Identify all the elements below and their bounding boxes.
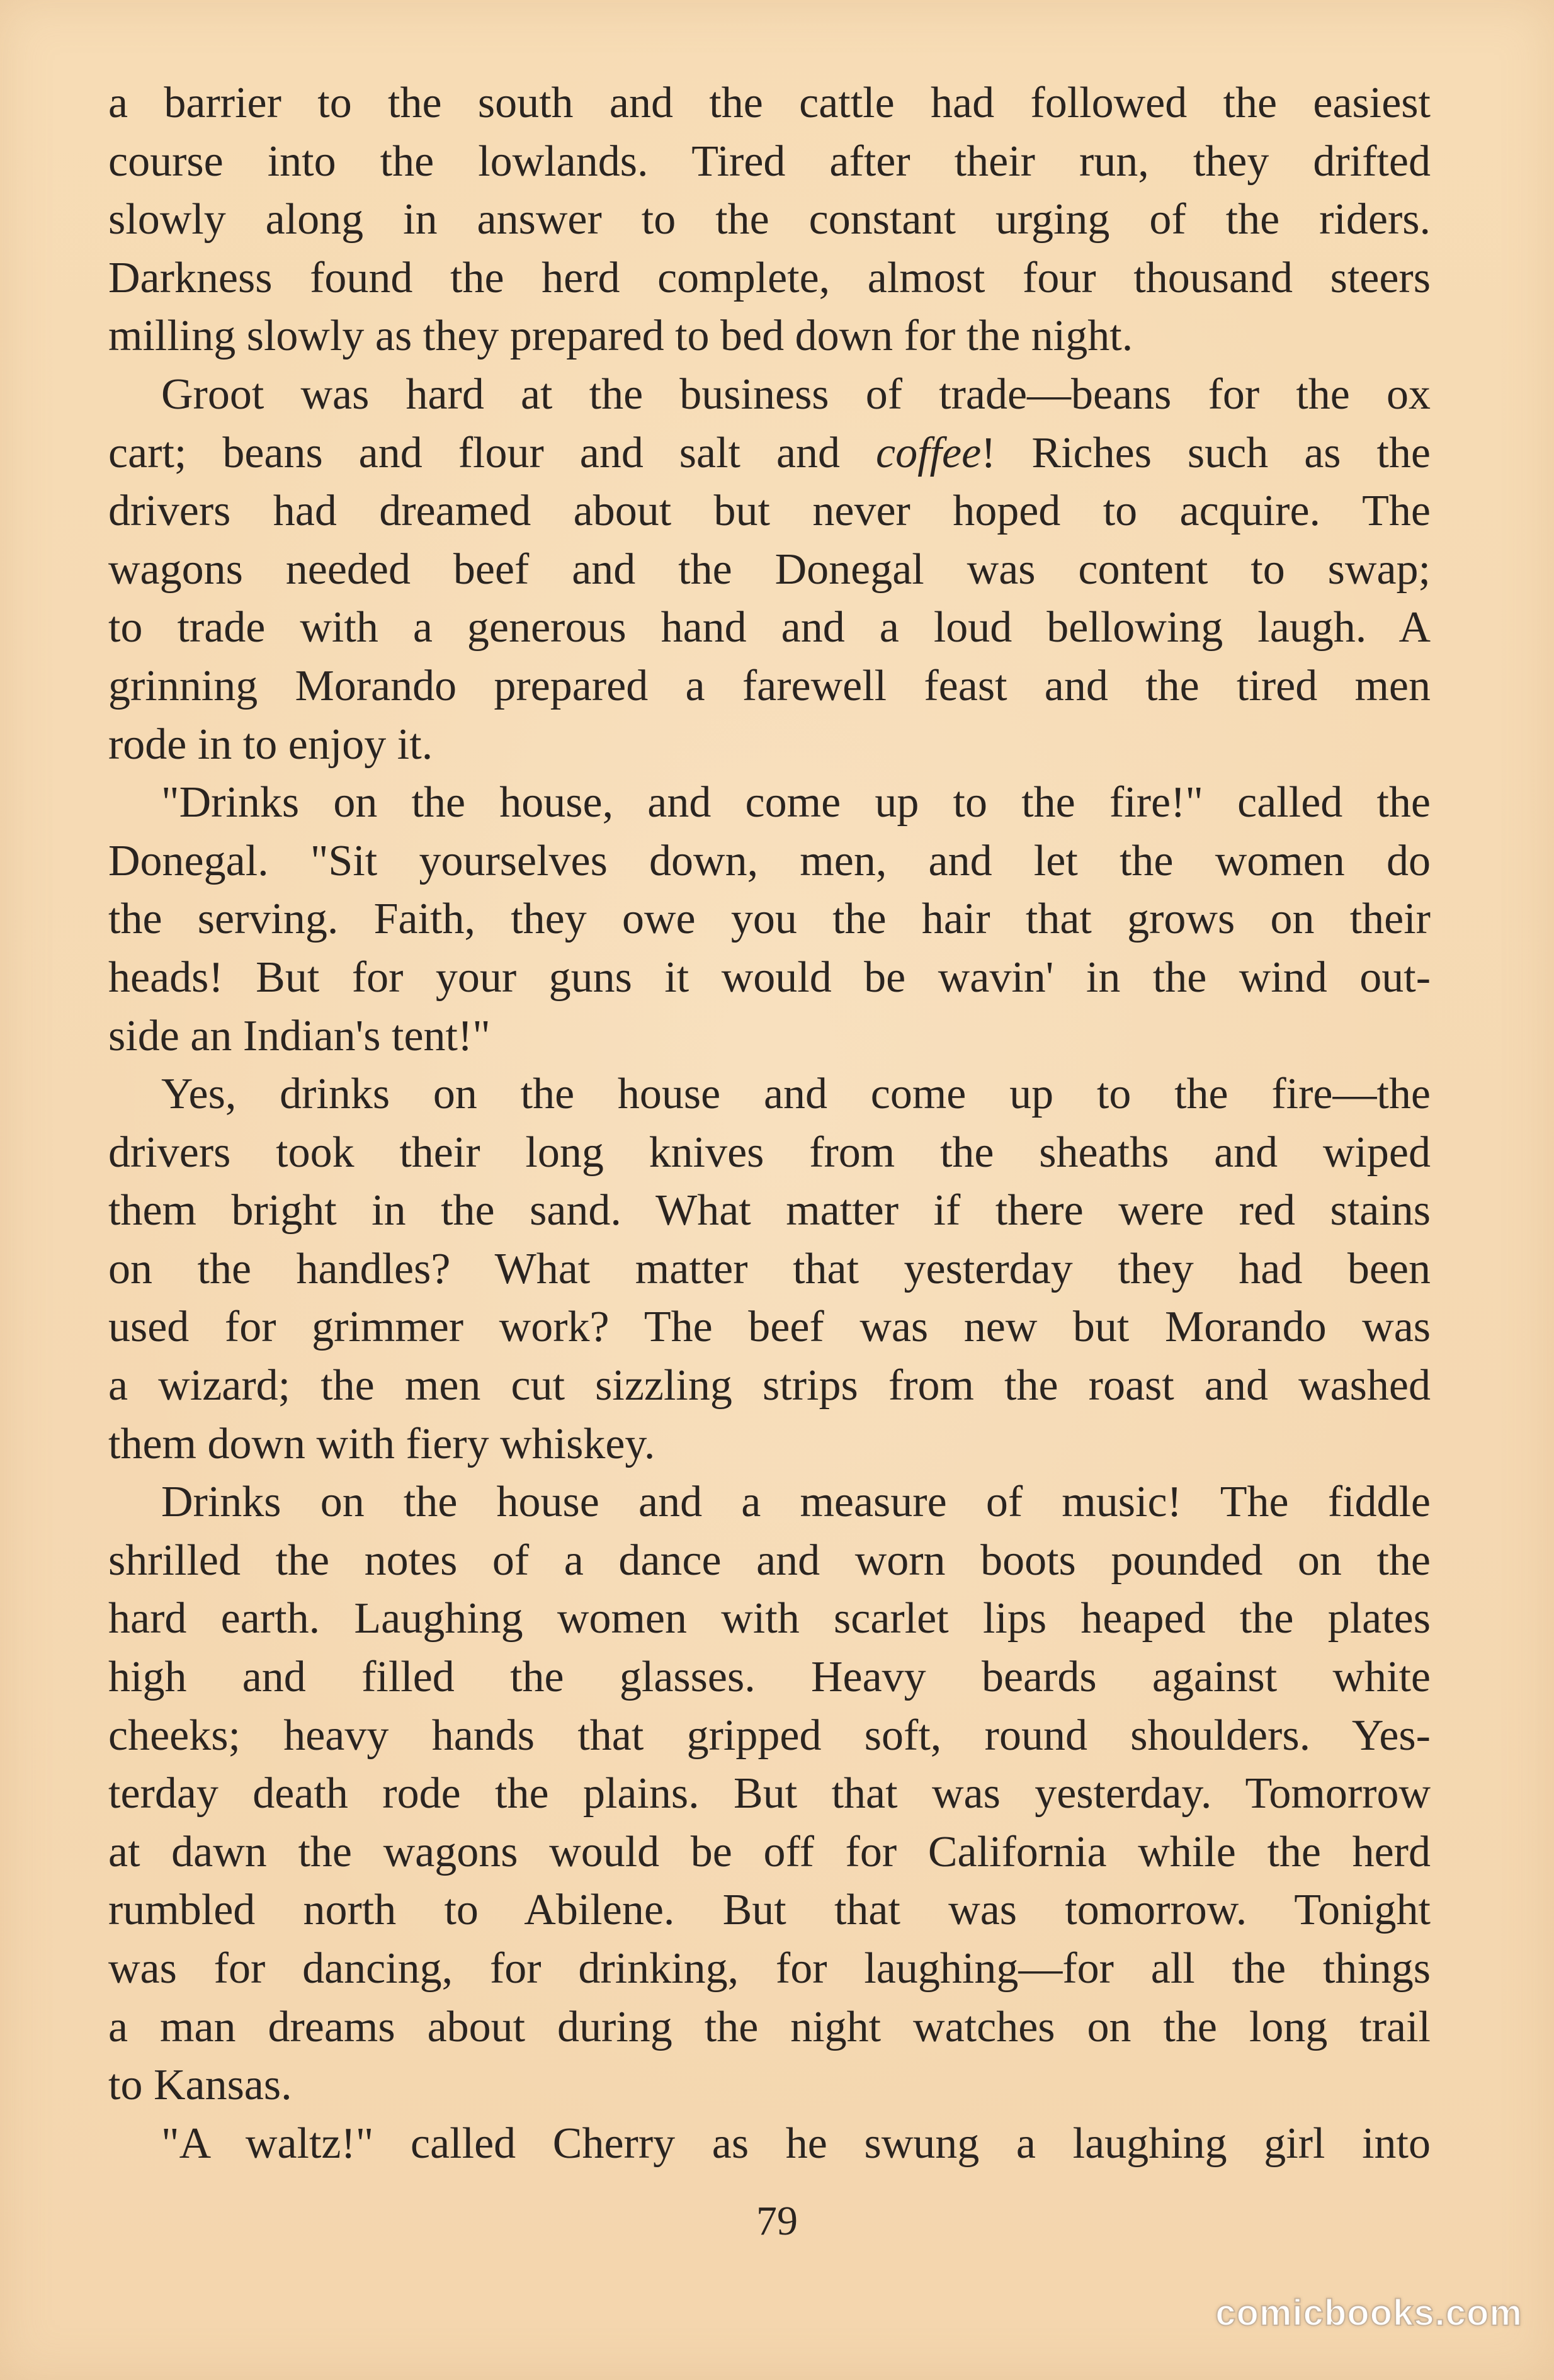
text-line: milling slowly as they prepared to bed down for the night. <box>108 312 1133 361</box>
text-line: wagons needed beef and the Donegal was content to swap; <box>108 545 1431 594</box>
text-line: "Drinks on the house, and come up to the fire!" called the <box>161 778 1431 827</box>
text-line: drivers took their long knives from the sheaths and wiped <box>108 1128 1431 1177</box>
text-line: grinning Morando prepared a farewell feast and the tired men <box>108 661 1431 710</box>
page-number: 79 <box>756 2198 798 2244</box>
text-line: them bright in the sand. What matter if there were red stains <box>108 1186 1431 1235</box>
italic-word: coffee <box>876 428 982 477</box>
text-line: rode in to enjoy it. <box>108 720 433 769</box>
text-line: at dawn the wagons would be off for California while the herd <box>108 1827 1431 1876</box>
text-line: Donegal. "Sit yourselves down, men, and let the women do <box>108 836 1431 885</box>
text-line: a wizard; the men cut sizzling strips from the roast and washed <box>108 1361 1431 1410</box>
text-line: a man dreams about during the night watches on the long trail <box>108 2002 1431 2051</box>
text-line: "A waltz!" called Cherry as he swung a laughing girl into <box>161 2119 1431 2168</box>
watermark-logo: comicbooks.com <box>1215 2292 1523 2333</box>
text-line: to Kansas. <box>108 2061 292 2110</box>
text-line: the serving. Faith, they owe you the hair that grows on their <box>108 895 1431 944</box>
text-line: Drinks on the house and a measure of music! The fiddle <box>161 1478 1431 1527</box>
text-line: on the handles? What matter that yesterday they had been <box>108 1244 1431 1293</box>
text-line: Darkness found the herd complete, almost four thousand steers <box>108 253 1431 302</box>
text-line: to trade with a generous hand and a loud bellowing laugh. A <box>108 603 1431 652</box>
text-line: Yes, drinks on the house and come up to the fire—the <box>161 1070 1431 1119</box>
text-line <box>108 424 1431 483</box>
text-line: slowly along in answer to the constant urging of the riders. <box>108 195 1431 244</box>
text-line: terday death rode the plains. But that was yesterday. Tomorrow <box>108 1769 1431 1818</box>
text-line: them down with fiery whiskey. <box>108 1419 655 1468</box>
text-line: was for dancing, for drinking, for laughing—for all the things <box>108 1944 1431 1993</box>
text-line: heads! But for your guns it would be wavin' in the wind out- <box>108 953 1431 1002</box>
text-segment: ! Riches such as the <box>981 428 1431 477</box>
text-line: shrilled the notes of a dance and worn boots pounded on the <box>108 1536 1431 1585</box>
text-line: Groot was hard at the business of trade—beans for the ox <box>161 370 1431 419</box>
text-line: hard earth. Laughing women with scarlet lips heaped the plates <box>108 1594 1431 1643</box>
text-line: high and filled the glasses. Heavy beards against white <box>108 1653 1431 1702</box>
text-line: cheeks; heavy hands that gripped soft, round shoulders. Yes- <box>108 1711 1431 1760</box>
body-text <box>108 74 1431 2173</box>
text-line: used for grimmer work? The beef was new but Morando was <box>108 1303 1431 1352</box>
text-line: course into the lowlands. Tired after their run, they drifted <box>108 137 1431 186</box>
text-line: a barrier to the south and the cattle had followed the easiest <box>108 79 1431 127</box>
text-segment: cart; beans and flour and salt and <box>108 428 876 477</box>
text-line: rumbled north to Abilene. But that was tomorrow. Tonight <box>108 1886 1431 1935</box>
text-line: drivers had dreamed about but never hoped to acquire. The <box>108 487 1431 536</box>
text-line: side an Indian's tent!" <box>108 1011 491 1060</box>
